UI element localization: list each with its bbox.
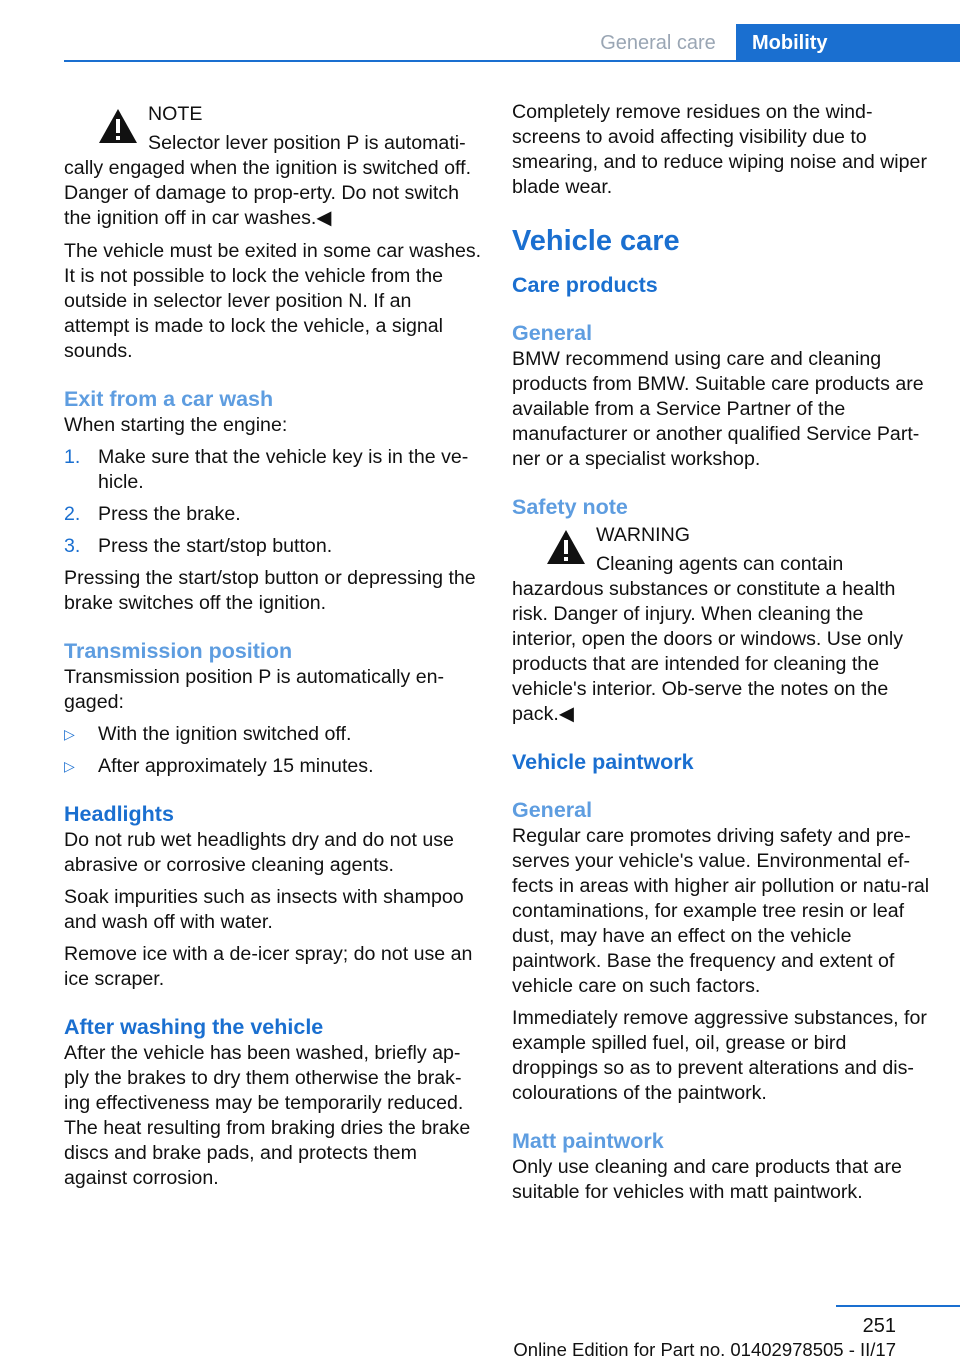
matt-paintwork-paragraph: Only use cleaning and care products that are suitable for vehicles with matt paintwork. [512, 1156, 902, 1203]
headlights-paragraph-1: Do not rub wet headlights dry and do not use abrasive or corrosive cleaning agents. [64, 829, 454, 876]
triangle-bullet-icon: ▷ [64, 758, 75, 774]
page-number: 251 [862, 1315, 896, 1337]
step-number: 3. [64, 535, 81, 557]
paintwork-paragraph-2: Immediately remove aggressive substances, for example spilled fuel, oil, grease or bird droppings so as to prevent alterations and dis‐colourations of the paintwork. [512, 1007, 927, 1104]
vehicle-care-heading: Vehicle care [512, 225, 680, 257]
matt-paintwork-heading: Matt paintwork [512, 1129, 664, 1153]
chapter-tab-mobility: Mobility [736, 24, 960, 62]
warning-notice [512, 521, 930, 727]
transmission-bullet-list [64, 722, 482, 779]
list-item [64, 722, 482, 747]
triangle-bullet-icon: ▷ [64, 726, 75, 742]
note-notice [64, 100, 482, 231]
bullet-text: After approximately 15 minutes. [98, 755, 374, 777]
list-item [64, 445, 482, 495]
list-item [64, 534, 482, 559]
headlights-paragraph-2: Soak impurities such as insects with shampoo and wash off with water. [64, 886, 464, 933]
exit-car-wash-heading: Exit from a car wash [64, 387, 274, 411]
right-column [512, 100, 930, 1212]
vehicle-paintwork-heading: Vehicle paintwork [512, 750, 694, 774]
windscreen-residue-paragraph: Completely remove residues on the wind‐screens to avoid affecting visibility due to smearing, and to reduce wiping noise and wiper blade wear. [512, 101, 927, 198]
footer-rule [836, 1305, 960, 1307]
paintwork-general-heading: General [512, 798, 593, 822]
transmission-intro: Transmission position P is automatically en‐gaged: [64, 666, 445, 713]
exit-intro: When starting the engine: [64, 414, 288, 436]
page-header [0, 24, 960, 62]
headlights-heading: Headlights [64, 802, 174, 826]
after-washing-heading: After washing the vehicle [64, 1015, 324, 1039]
list-item [64, 754, 482, 779]
care-products-heading: Care products [512, 273, 658, 297]
care-products-general-paragraph: BMW recommend using care and cleaning products from BMW. Suitable care products are available from a Service Partner of the manufacturer or another qualified Service Part‐ner or a specialist workshop. [512, 348, 924, 470]
transmission-position-heading: Transmission position [64, 639, 293, 663]
headlights-paragraph-3: Remove ice with a de-icer spray; do not use an ice scraper. [64, 943, 473, 990]
warning-body: Cleaning agents can contain hazardous substances or constitute a health risk. Danger of injury. When cleaning the interior, open the doors or windows. Use only products that are intended for cleaning the vehicle's interior. Ob‐serve the notes on the pack.◀ [512, 553, 903, 725]
warning-triangle-icon [98, 108, 138, 144]
bullet-text: With the ignition switched off. [98, 723, 352, 745]
paintwork-paragraph-1: Regular care promotes driving safety and pre‐serves your vehicle's value. Environmental ef‐fects in areas with higher air pollution or natu‐ral contaminations, for example tree resin or leaf dust, may have an effect on the vehicle paintwork. Base the frequency and extent of vehicle care on such factors. [512, 825, 930, 997]
header-rule [64, 60, 960, 62]
warning-title: WARNING [596, 524, 690, 546]
step-number: 1. [64, 446, 81, 468]
safety-note-heading: Safety note [512, 495, 628, 519]
car-wash-exit-paragraph: The vehicle must be exited in some car washes. It is not possible to lock the vehicle from the outside in selector lever position N. If an attempt is made to lock the vehicle, a signal sounds. [64, 240, 482, 362]
list-item [64, 502, 482, 527]
section-tab-general-care: General care [600, 31, 716, 54]
warning-triangle-icon [546, 529, 586, 565]
step-text: Make sure that the vehicle key is in the ve‐hicle. [98, 446, 469, 493]
note-title: NOTE [148, 103, 203, 125]
edition-line: Online Edition for Part no. 01402978505 - II/17 [513, 1339, 896, 1360]
note-body: Selector lever position P is automati‐cally engaged when the ignition is switched off. Danger of damage to prop‐erty. Do not switch the ignition off in car washes.◀ [64, 132, 472, 229]
after-washing-paragraph: After the vehicle has been washed, briefly ap‐ply the brakes to dry them otherwise the brak‐ing effectiveness may be temporarily reduced. The heat resulting from braking dries the brake discs and brake pads, and protects them against corrosion. [64, 1042, 471, 1189]
exit-steps-list [64, 445, 482, 559]
care-products-general-heading: General [512, 321, 593, 345]
exit-after-paragraph: Pressing the start/stop button or depressing the brake switches off the ignition. [64, 567, 476, 614]
step-text: Press the start/stop button. [98, 535, 333, 557]
step-text: Press the brake. [98, 503, 241, 525]
left-column [64, 100, 482, 1198]
step-number: 2. [64, 503, 81, 525]
